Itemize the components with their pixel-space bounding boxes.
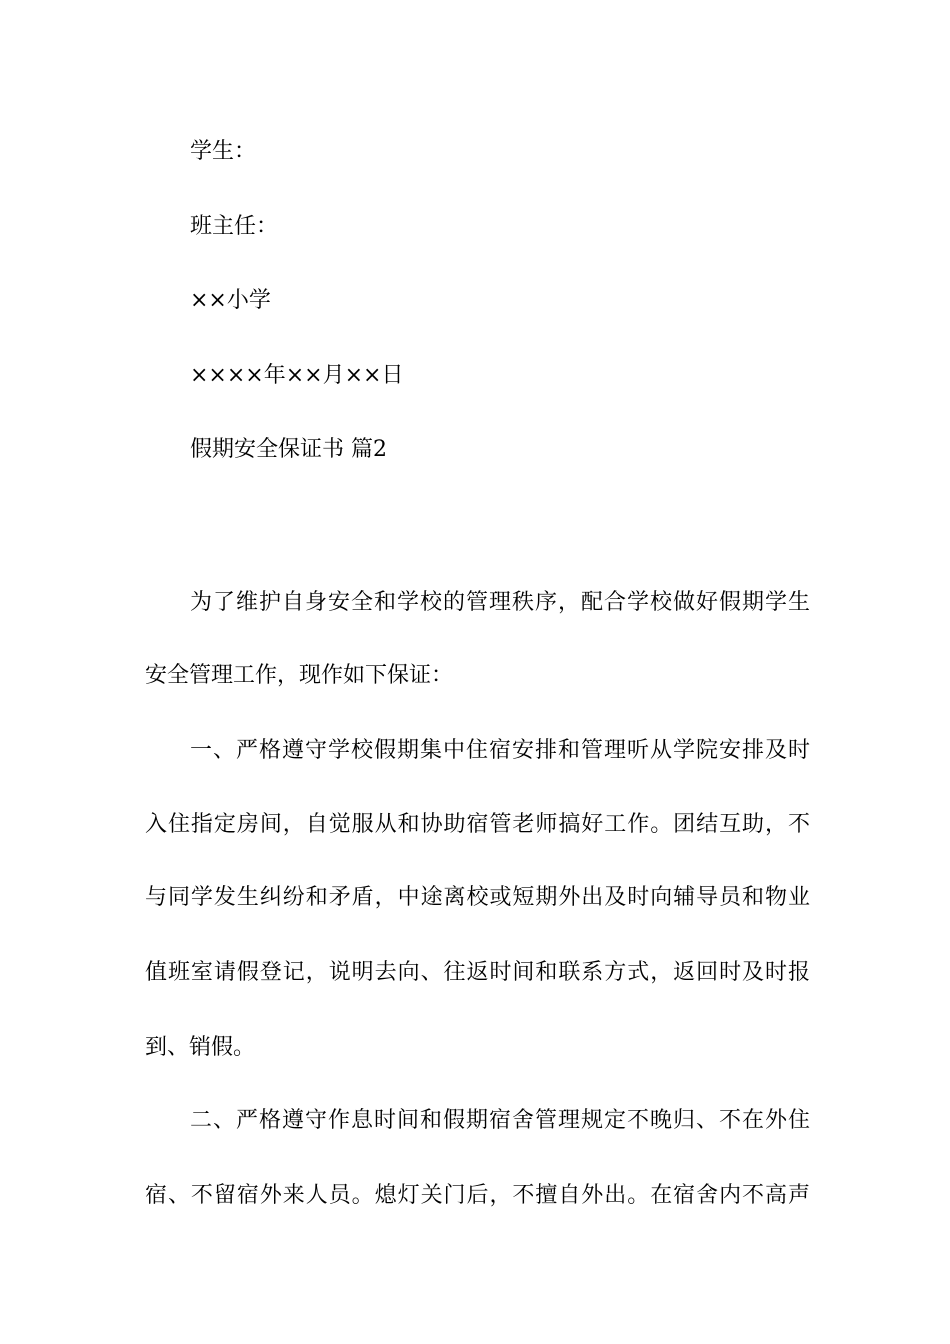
paragraph-line: 与同学发生纠纷和矛盾，中途离校或短期外出及时向辅导员和物业 <box>145 885 810 910</box>
signature-date: ××××年××月××日 <box>190 363 404 388</box>
paragraph-line: 一、严格遵守学校假期集中住宿安排和管理听从学院安排及时 <box>190 738 810 763</box>
student-signature-label: 学生： <box>190 139 257 164</box>
paragraph-line: 安全管理工作，现作如下保证： <box>145 663 454 688</box>
paragraph-line: 值班室请假登记，说明去向、往返时间和联系方式，返回时及时报 <box>145 960 810 985</box>
school-name: ××小学 <box>190 288 271 313</box>
paragraph-line: 入住指定房间，自觉服从和协助宿管老师搞好工作。团结互助，不 <box>145 812 810 837</box>
paragraph-line: 到、销假。 <box>145 1035 256 1060</box>
paragraph-line: 二、严格遵守作息时间和假期宿舍管理规定不晚归、不在外住 <box>190 1108 810 1133</box>
teacher-signature-label: 班主任： <box>190 214 279 239</box>
paragraph-line: 为了维护自身安全和学校的管理秩序，配合学校做好假期学生 <box>190 590 810 615</box>
section-heading: 假期安全保证书 篇2 <box>190 437 387 462</box>
paragraph-line: 宿、不留宿外来人员。熄灯关门后，不擅自外出。在宿舍内不高声 <box>145 1183 810 1208</box>
